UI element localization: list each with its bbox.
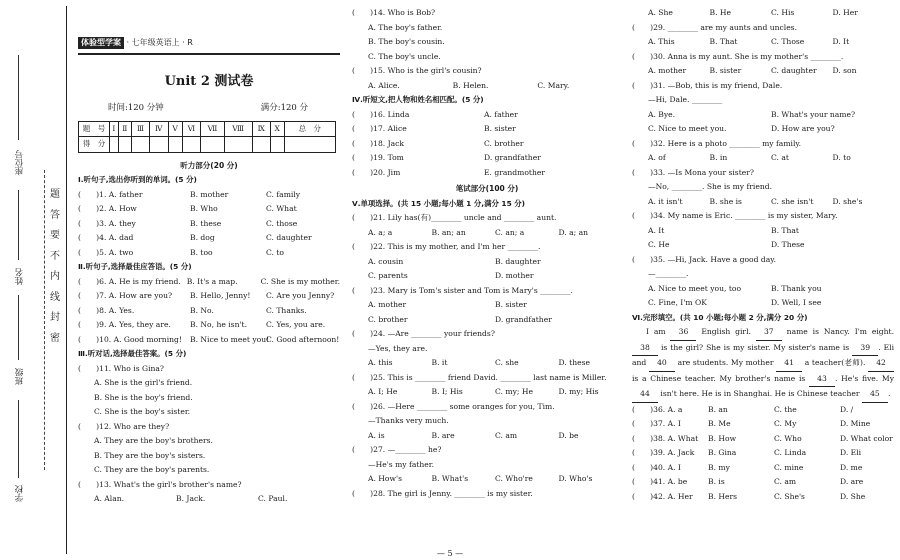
option: B. The boy's cousin. (368, 37, 445, 46)
column-1 (78, 6, 340, 507)
option: D. These (771, 240, 805, 249)
options-row (632, 35, 894, 50)
score-cell[interactable] (201, 137, 224, 153)
options-row (352, 79, 622, 94)
option: A. This (648, 37, 675, 46)
option: A. I; He (368, 387, 398, 396)
cloze-blank[interactable]: 45 (862, 387, 888, 403)
option: A. mother (368, 300, 407, 309)
option: B. They are the boy's sisters. (94, 450, 206, 460)
option: D. to (832, 153, 851, 162)
option: B. That (771, 225, 799, 235)
score-head: Ⅹ (270, 121, 284, 137)
question-row: ( )10. A. Good morning! B. Nice to meet you! C. Good afternoon! (78, 334, 340, 344)
question-row: ( )5. A. two B. too C. to (78, 247, 284, 257)
section-2-items (78, 275, 340, 348)
header-subtitle: · 七年级英语上 · R (126, 38, 193, 47)
seal-notice (49, 185, 61, 349)
question-stem: ( )32. Here is a photo ________ my family. (632, 138, 802, 148)
section-heading: Ⅲ.听对话,选择最佳答案。(5 分) (78, 349, 187, 358)
cloze-option-row: ( )38. A. What B. How C. Who D. What color (632, 433, 893, 443)
cloze-option-row: ( )40. A. I B. my C. mine D. me (632, 462, 863, 472)
question-stem: ( )28. The girl is Jenny. ________ is my sister. (352, 488, 533, 498)
question-stem: ( )21. Lily has(有)________ uncle and ________ aunt. (352, 213, 557, 222)
option: D. she's (832, 196, 863, 206)
cloze-blank[interactable]: 44 (632, 387, 658, 403)
seat-field[interactable] (18, 55, 19, 140)
option: B. What's your name? (771, 109, 856, 119)
match-row: ( )18. Jack C. brother (352, 138, 524, 148)
option: C. she (495, 358, 519, 367)
score-cell[interactable] (270, 137, 284, 153)
option: A. How's (368, 474, 402, 483)
option: D. son (832, 66, 857, 75)
binding-border (66, 6, 67, 554)
seal-char: 不 (50, 250, 60, 262)
options-row (632, 6, 894, 21)
question-stem: ( )13. What's the girl's brother's name? (78, 479, 242, 489)
option: A. They are the boy's brothers. (94, 436, 213, 445)
seat-label: 座位号 (15, 150, 25, 176)
options-row (352, 313, 622, 328)
dialog-reply: —No, ________. She is my friend. (648, 182, 773, 191)
seal-char: 封 (50, 312, 60, 323)
question-row: ( )6. A. He is my friend. B. It's a map. C. She is my mother. (78, 276, 340, 286)
series-badge: 体验型学案 (78, 37, 124, 49)
seal-char: 密 (50, 332, 60, 344)
seal-char: 内 (50, 271, 60, 282)
option: B. an; an (431, 227, 466, 237)
score-head: Ⅴ (168, 121, 182, 137)
column-3 (632, 6, 894, 504)
cloze-option-row: ( )37. A. I B. Me C. My D. Mine (632, 419, 871, 428)
question-row: ( )2. A. How B. Who C. What (78, 204, 297, 213)
page-header (78, 36, 340, 55)
question-row: ( )3. A. they B. these C. those (78, 218, 298, 228)
option: B. What's (431, 474, 469, 483)
question-stem: ( )34. My name is Eric. ________ is my sister, Mary. (632, 211, 838, 220)
option: C. parents (368, 271, 408, 280)
options-row (632, 282, 894, 297)
score-head: Ⅶ (201, 121, 224, 137)
listening-title: 听力部分(20 分) (180, 160, 238, 170)
option: A. She (648, 8, 673, 17)
score-cell[interactable] (132, 137, 150, 153)
score-head: Ⅲ (132, 121, 150, 137)
option: A. Alan. (94, 494, 125, 503)
option: B. in (709, 153, 728, 162)
seal-char: 线 (50, 291, 60, 303)
option: D. Who's (558, 474, 593, 483)
seal-dashed-line (44, 170, 45, 470)
name-label: 姓名 (15, 268, 25, 285)
option: C. Those (771, 37, 805, 46)
cloze-blank[interactable]: 40 (649, 356, 675, 372)
options-row (632, 238, 894, 253)
cloze-option-row: ( )36. A. a B. an C. the D. / (632, 404, 854, 414)
option: C. at (771, 153, 789, 162)
score-head: Ⅳ (150, 121, 169, 137)
match-row: ( )16. Linda A. father (352, 109, 518, 119)
option: B. She is the boy's friend. (94, 392, 193, 402)
option: C. Paul. (258, 494, 288, 503)
question-row: ( )8. A. Yes. B. No. C. Thanks. (78, 305, 307, 315)
dialog-reply: —Hi, Dale. ________ (648, 95, 723, 104)
option: C. daughter (771, 66, 817, 75)
school-label: 学校 (15, 485, 25, 502)
binding-strip (0, 0, 70, 560)
options-row (352, 385, 622, 400)
option: C. she isn't (771, 196, 814, 206)
option: C. They are the boy's parents. (94, 465, 210, 474)
option: C. an; a (495, 227, 525, 237)
question-stem: ( )12. Who are they? (78, 421, 170, 431)
options-row (352, 255, 622, 270)
option: D. Well, I see (771, 298, 822, 307)
option: C. am (495, 430, 518, 440)
written-title: 笔试部分(100 分) (455, 184, 519, 193)
dialog-reply: —Thanks very much. (368, 416, 449, 425)
option: B. she is (709, 196, 742, 206)
option: D. grandfather (495, 314, 552, 324)
options-row (352, 429, 622, 444)
section-heading: Ⅳ.听短文,把人物和姓名相匹配。(5 分) (352, 95, 484, 104)
option: C. Nice to meet you. (648, 124, 727, 133)
option: B. That (709, 37, 738, 46)
option: C. Who're (495, 474, 533, 483)
option: A. mother (648, 66, 687, 75)
question-row: ( )4. A. dad B. dog C. daughter (78, 233, 312, 242)
option: D. How are you? (771, 124, 835, 133)
score-cell[interactable] (224, 137, 252, 153)
option: A. The boy's father. (368, 22, 443, 32)
option: C. my; He (495, 387, 533, 396)
question-stem: ( )22. This is my mother, and I'm her ________. (352, 242, 541, 251)
question-row: ( )7. A. How are you? B. Hello, Jenny! C. Are you Jenny? (78, 291, 335, 300)
options-row (632, 64, 894, 79)
option: A. It (648, 225, 665, 235)
option: B. Helen. (452, 80, 489, 90)
option: B. are (431, 430, 455, 440)
cloze-blank[interactable]: 43 (809, 372, 835, 388)
score-head: Ⅸ (252, 121, 270, 137)
option: B. Jack. (176, 494, 206, 503)
question-stem: ( )25. This is ________ friend David. ________ last name is Miller. (352, 372, 607, 382)
option: A. of (648, 153, 666, 162)
options-row (632, 151, 894, 166)
options-row (632, 108, 894, 123)
score-cell[interactable] (182, 137, 201, 153)
time-label: 时间:120 分钟 (108, 103, 164, 113)
option: D. a; an (558, 227, 589, 237)
options-row (78, 492, 340, 507)
options-row (632, 195, 894, 210)
option: A. She is the girl's friend. (94, 378, 193, 387)
question-stem: ( )14. Who is Bob? (352, 8, 436, 17)
cloze-blank[interactable]: 41 (776, 356, 802, 372)
question-row: ( )9. A. Yes, they are. B. No, he isn't. C. Yes, you are. (78, 320, 326, 329)
score-head: 总 分 (284, 121, 335, 137)
match-row: ( )19. Tom D. grandfather (352, 153, 541, 162)
option: D. my; His (558, 387, 599, 396)
cloze-blank[interactable]: 36 (670, 325, 696, 341)
dialog-reply: —________. (648, 269, 689, 278)
option: D. mother (495, 271, 534, 280)
option: A. cousin (368, 256, 404, 266)
cloze-option-row: ( )39. A. Jack B. Gina C. Linda D. Eli (632, 448, 862, 457)
name-field[interactable] (18, 190, 19, 260)
options-row (352, 269, 622, 284)
question-stem: ( )24. —Are ________ your friends? (352, 329, 495, 338)
option: A. Bye. (648, 109, 676, 119)
option: C. He (648, 240, 670, 249)
cloze-blank[interactable]: 38 (632, 341, 658, 357)
score-head: Ⅰ (110, 121, 119, 137)
option: B. daughter (495, 256, 541, 266)
option: A. is (368, 430, 385, 440)
question-stem: ( )15. Who is the girl's cousin? (352, 66, 482, 75)
score-head: 题 号 (79, 121, 110, 137)
seal-char: 题 (50, 189, 60, 200)
option: D. It (832, 37, 850, 46)
score-cell[interactable] (168, 137, 182, 153)
options-row (352, 226, 622, 241)
option: B. He (709, 8, 732, 17)
score-cell[interactable] (252, 137, 270, 153)
dialog-reply: —Yes, they are. (368, 343, 428, 353)
score-head: Ⅱ (118, 121, 131, 137)
option: A. Alice. (368, 80, 400, 90)
question-stem: ( )26. —Here ________ some oranges for you, Tim. (352, 401, 555, 411)
seal-char: 答 (50, 209, 60, 221)
question-stem: ( )29. ________ are my aunts and uncles. (632, 22, 797, 32)
options-row (632, 224, 894, 239)
option: C. Mary. (537, 80, 570, 90)
cloze-option-row: ( )41. A. be B. is C. am D. are (632, 477, 864, 486)
dialog-reply: —He's my father. (368, 459, 434, 469)
option: C. She is the boy's sister. (94, 407, 191, 416)
question-stem: ( )31. —Bob, this is my friend, Dale. (632, 80, 783, 90)
question-stem: ( )33. —Is Mona your sister? (632, 167, 754, 177)
question-stem: ( )11. Who is Gina? (78, 363, 165, 373)
option: C. The boy's uncle. (368, 51, 441, 61)
options-row (632, 296, 894, 311)
options-row (352, 298, 622, 313)
option: C. His (771, 8, 795, 17)
option: A. this (368, 358, 393, 367)
cloze-blank[interactable]: 42 (868, 356, 894, 372)
option: D. Her (832, 8, 858, 17)
section-1-items (78, 188, 340, 261)
question-stem: ( )23. Mary is Tom's sister and Tom is Mary's ________. (352, 285, 573, 295)
seal-char: 要 (50, 230, 60, 241)
column-2 (352, 6, 622, 501)
page-number: — 5 — (436, 549, 464, 558)
match-row: ( )20. Jim E. grandmother (352, 167, 545, 177)
option: C. brother (368, 314, 408, 324)
page-title: Unit 2 测试卷 (164, 73, 254, 89)
option: B. sister (495, 300, 527, 309)
score-table (78, 121, 336, 153)
options-row (352, 472, 622, 487)
cloze-passage: I am 36 English girl. 37 name is Nancy. I'm eight. 38 is the girl? She is my sister. My sister's name is 39 . Eli and 40 are students. My mother 41 a teacher(老师). 42 is a Chinese teacher. My brother's name is 43 . He's five. My 44 isn't here. He is in Shanghai. He is Chinese teacher 45 . (632, 325, 894, 403)
option: C. Fine, I'm OK (648, 298, 707, 307)
cloze-option-row: ( )42. A. Her B. Hers C. She's D. She (632, 491, 866, 501)
score-row-label: 得 分 (79, 137, 110, 153)
option: B. Thank you (771, 283, 822, 293)
question-stem: ( )30. Anna is my aunt. She is my mother's ________. (632, 51, 844, 61)
score-cell[interactable] (118, 137, 131, 153)
section-heading: Ⅴ.单项选择。(共 15 小题;每小题 1 分,满分 15 分) (352, 198, 526, 208)
options-row (632, 122, 894, 137)
time-score-row (78, 101, 340, 116)
option: D. these (558, 358, 590, 367)
score-label: 满分:120 分 (260, 103, 308, 113)
score-cell[interactable] (284, 137, 335, 153)
score-head: Ⅷ (224, 121, 252, 137)
question-stem: ( )27. —________ he? (352, 445, 442, 454)
option: B. it (431, 358, 448, 367)
option: B. I; His (431, 387, 463, 396)
cloze-blank[interactable]: 39 (852, 341, 878, 357)
option: A. a; a (368, 227, 393, 237)
option: A. it isn't (648, 196, 683, 206)
class-field[interactable] (18, 295, 19, 360)
question-stem: ( )35. —Hi, Jack. Have a good day. (632, 254, 776, 264)
score-cell[interactable] (150, 137, 169, 153)
option: D. be (558, 430, 579, 440)
school-field[interactable] (18, 400, 19, 478)
options-row (352, 356, 622, 371)
section-heading: Ⅰ.听句子,选出你听到的单词。(5 分) (78, 175, 197, 184)
option: B. sister (709, 66, 742, 75)
cloze-blank[interactable]: 37 (756, 325, 782, 341)
class-label: 班级 (15, 368, 25, 385)
score-cell[interactable] (110, 137, 119, 153)
option: A. Nice to meet you, too (648, 283, 742, 293)
section-heading: Ⅱ.听句子,选择最佳应答语。(5 分) (78, 262, 192, 271)
question-row: ( )1. A. father B. mother C. family (78, 189, 301, 199)
match-row: ( )17. Alice B. sister (352, 124, 516, 133)
section-heading: Ⅵ.完形填空。(共 10 小题;每小题 2 分,满分 20 分) (632, 312, 808, 322)
score-head: Ⅵ (182, 121, 201, 137)
